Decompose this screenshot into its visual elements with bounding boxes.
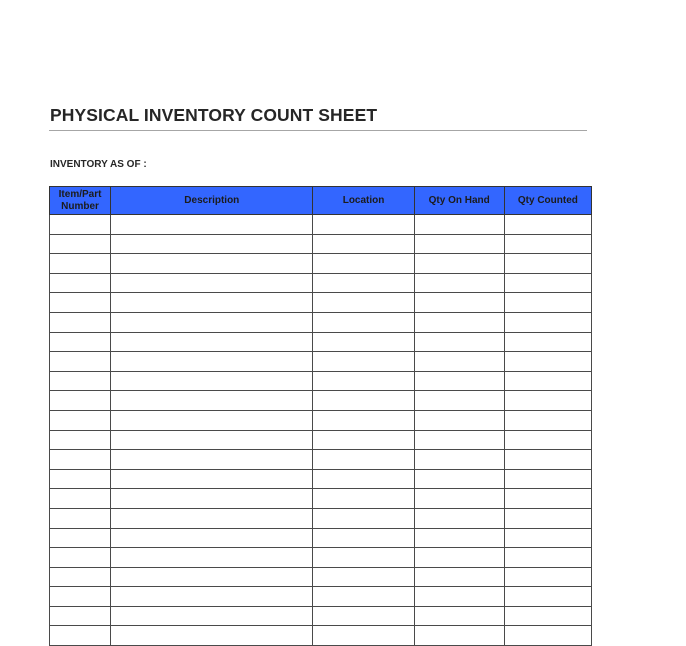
cell-location[interactable]	[313, 234, 414, 254]
cell-qty-counted[interactable]	[504, 548, 591, 568]
cell-qty-counted[interactable]	[504, 626, 591, 646]
cell-description[interactable]	[111, 626, 313, 646]
table-row	[50, 234, 592, 254]
cell-qty-counted[interactable]	[504, 567, 591, 587]
cell-qty-counted[interactable]	[504, 234, 591, 254]
cell-item-part-number[interactable]	[50, 508, 111, 528]
cell-qty-on-hand[interactable]	[414, 312, 504, 332]
cell-description[interactable]	[111, 332, 313, 352]
cell-location[interactable]	[313, 254, 414, 274]
table-row	[50, 410, 592, 430]
cell-qty-counted[interactable]	[504, 391, 591, 411]
cell-qty-counted[interactable]	[504, 450, 591, 470]
column-header-description: Description	[111, 187, 313, 215]
table-row	[50, 606, 592, 626]
table-row	[50, 508, 592, 528]
table-row	[50, 391, 592, 411]
cell-qty-on-hand[interactable]	[414, 548, 504, 568]
cell-location[interactable]	[313, 587, 414, 607]
cell-item-part-number[interactable]	[50, 312, 111, 332]
cell-location[interactable]	[313, 410, 414, 430]
cell-qty-counted[interactable]	[504, 489, 591, 509]
cell-location[interactable]	[313, 469, 414, 489]
inventory-as-of-label: INVENTORY AS OF :	[50, 159, 147, 170]
column-header-qty-on-hand: Qty On Hand	[414, 187, 504, 215]
table-row	[50, 489, 592, 509]
cell-item-part-number[interactable]	[50, 430, 111, 450]
table-row	[50, 293, 592, 313]
cell-description[interactable]	[111, 391, 313, 411]
cell-location[interactable]	[313, 548, 414, 568]
cell-description[interactable]	[111, 469, 313, 489]
cell-qty-counted[interactable]	[504, 352, 591, 372]
cell-qty-on-hand[interactable]	[414, 273, 504, 293]
column-header-location: Location	[313, 187, 414, 215]
cell-item-part-number[interactable]	[50, 254, 111, 274]
cell-item-part-number[interactable]	[50, 273, 111, 293]
table-row	[50, 567, 592, 587]
cell-qty-counted[interactable]	[504, 587, 591, 607]
cell-qty-counted[interactable]	[504, 508, 591, 528]
cell-qty-counted[interactable]	[504, 215, 591, 235]
cell-item-part-number[interactable]	[50, 528, 111, 548]
inventory-count-table	[49, 186, 592, 646]
cell-qty-on-hand[interactable]	[414, 528, 504, 548]
cell-item-part-number[interactable]	[50, 371, 111, 391]
table-row	[50, 528, 592, 548]
cell-qty-on-hand[interactable]	[414, 410, 504, 430]
cell-description[interactable]	[111, 410, 313, 430]
cell-description[interactable]	[111, 606, 313, 626]
cell-qty-on-hand[interactable]	[414, 234, 504, 254]
cell-location[interactable]	[313, 567, 414, 587]
cell-description[interactable]	[111, 587, 313, 607]
cell-location[interactable]	[313, 332, 414, 352]
page-title: PHYSICAL INVENTORY COUNT SHEET	[50, 105, 378, 125]
cell-location[interactable]	[313, 489, 414, 509]
cell-description[interactable]	[111, 450, 313, 470]
table-row	[50, 254, 592, 274]
cell-location[interactable]	[313, 273, 414, 293]
cell-description[interactable]	[111, 254, 313, 274]
column-header-qty-counted: Qty Counted	[504, 187, 591, 215]
cell-description[interactable]	[111, 548, 313, 568]
cell-qty-on-hand[interactable]	[414, 371, 504, 391]
cell-item-part-number[interactable]	[50, 626, 111, 646]
cell-description[interactable]	[111, 371, 313, 391]
table-row	[50, 371, 592, 391]
cell-description[interactable]	[111, 293, 313, 313]
cell-item-part-number[interactable]	[50, 567, 111, 587]
cell-description[interactable]	[111, 489, 313, 509]
cell-qty-on-hand[interactable]	[414, 606, 504, 626]
cell-item-part-number[interactable]	[50, 489, 111, 509]
cell-item-part-number[interactable]	[50, 410, 111, 430]
cell-location[interactable]	[313, 371, 414, 391]
cell-qty-counted[interactable]	[504, 293, 591, 313]
cell-location[interactable]	[313, 508, 414, 528]
cell-qty-on-hand[interactable]	[414, 587, 504, 607]
cell-description[interactable]	[111, 273, 313, 293]
cell-qty-on-hand[interactable]	[414, 469, 504, 489]
column-header-item-part-number: Item/Part Number	[50, 187, 111, 215]
cell-item-part-number[interactable]	[50, 391, 111, 411]
cell-description[interactable]	[111, 508, 313, 528]
cell-qty-counted[interactable]	[504, 254, 591, 274]
cell-qty-counted[interactable]	[504, 606, 591, 626]
cell-qty-on-hand[interactable]	[414, 567, 504, 587]
cell-item-part-number[interactable]	[50, 293, 111, 313]
cell-qty-counted[interactable]	[504, 273, 591, 293]
table-row	[50, 352, 592, 372]
cell-description[interactable]	[111, 234, 313, 254]
cell-location[interactable]	[313, 626, 414, 646]
table-row	[50, 626, 592, 646]
table-body	[50, 215, 592, 646]
cell-item-part-number[interactable]	[50, 332, 111, 352]
cell-qty-on-hand[interactable]	[414, 254, 504, 274]
cell-qty-on-hand[interactable]	[414, 352, 504, 372]
cell-item-part-number[interactable]	[50, 606, 111, 626]
cell-location[interactable]	[313, 528, 414, 548]
cell-location[interactable]	[313, 430, 414, 450]
cell-qty-counted[interactable]	[504, 410, 591, 430]
cell-location[interactable]	[313, 606, 414, 626]
table-row	[50, 469, 592, 489]
cell-location[interactable]	[313, 215, 414, 235]
cell-qty-on-hand[interactable]	[414, 215, 504, 235]
cell-qty-counted[interactable]	[504, 469, 591, 489]
cell-qty-on-hand[interactable]	[414, 430, 504, 450]
title-underline	[49, 130, 587, 131]
table-row	[50, 548, 592, 568]
cell-qty-on-hand[interactable]	[414, 489, 504, 509]
table-row	[50, 450, 592, 470]
cell-item-part-number[interactable]	[50, 352, 111, 372]
cell-qty-on-hand[interactable]	[414, 293, 504, 313]
cell-qty-on-hand[interactable]	[414, 391, 504, 411]
cell-item-part-number[interactable]	[50, 234, 111, 254]
cell-qty-counted[interactable]	[504, 528, 591, 548]
cell-qty-counted[interactable]	[504, 430, 591, 450]
cell-location[interactable]	[313, 450, 414, 470]
table-row	[50, 430, 592, 450]
cell-location[interactable]	[313, 293, 414, 313]
table-row	[50, 332, 592, 352]
cell-qty-on-hand[interactable]	[414, 626, 504, 646]
cell-qty-on-hand[interactable]	[414, 450, 504, 470]
cell-qty-counted[interactable]	[504, 332, 591, 352]
table-row	[50, 312, 592, 332]
cell-item-part-number[interactable]	[50, 215, 111, 235]
table-row	[50, 587, 592, 607]
cell-location[interactable]	[313, 391, 414, 411]
cell-qty-on-hand[interactable]	[414, 508, 504, 528]
cell-item-part-number[interactable]	[50, 450, 111, 470]
cell-description[interactable]	[111, 567, 313, 587]
cell-item-part-number[interactable]	[50, 587, 111, 607]
cell-location[interactable]	[313, 312, 414, 332]
cell-description[interactable]	[111, 528, 313, 548]
cell-description[interactable]	[111, 215, 313, 235]
cell-location[interactable]	[313, 352, 414, 372]
cell-item-part-number[interactable]	[50, 548, 111, 568]
cell-description[interactable]	[111, 352, 313, 372]
table-row	[50, 273, 592, 293]
cell-description[interactable]	[111, 312, 313, 332]
cell-description[interactable]	[111, 430, 313, 450]
cell-qty-counted[interactable]	[504, 312, 591, 332]
table-row	[50, 215, 592, 235]
table-header-row	[50, 187, 592, 215]
cell-qty-on-hand[interactable]	[414, 332, 504, 352]
cell-item-part-number[interactable]	[50, 469, 111, 489]
cell-qty-counted[interactable]	[504, 371, 591, 391]
